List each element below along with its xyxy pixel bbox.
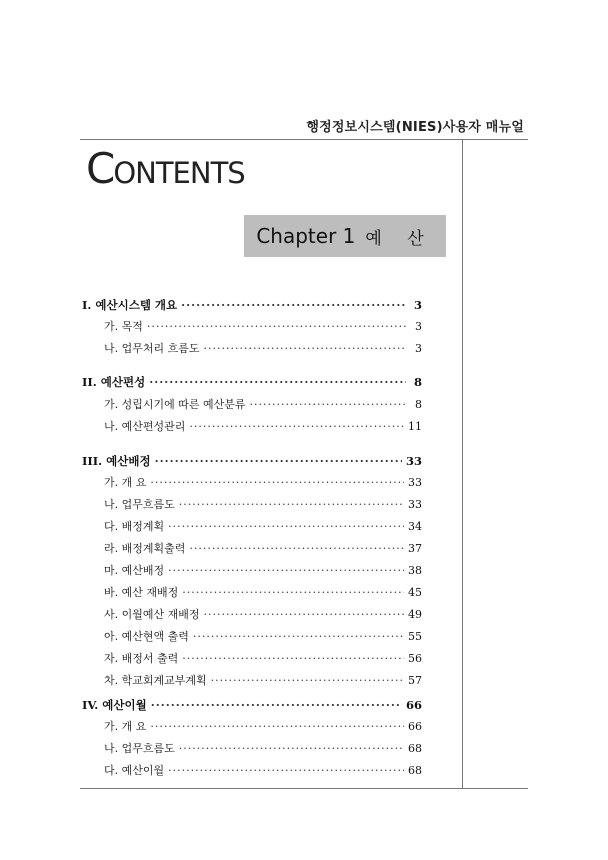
- toc-leader-dots: [168, 562, 404, 580]
- toc-item[interactable]: [82, 496, 422, 514]
- contents-heading: [86, 144, 245, 193]
- toc-leader-dots: [189, 540, 404, 558]
- toc-item-label: 가. 개 요: [104, 476, 147, 489]
- toc-section[interactable]: [82, 373, 422, 391]
- toc-item-label: 다. 배정계획: [104, 520, 165, 533]
- toc-item[interactable]: [82, 540, 422, 558]
- toc-item-label: 나. 예산편성관리: [104, 420, 186, 433]
- toc-leader-dots: [182, 650, 404, 668]
- toc-section-page: 66: [405, 698, 422, 712]
- toc-item-page: 55: [408, 630, 422, 643]
- toc-leader-dots: [250, 396, 407, 414]
- toc-item[interactable]: [82, 672, 422, 690]
- toc-item[interactable]: [82, 562, 422, 580]
- toc-item-label: 마. 예산배정: [104, 564, 165, 577]
- toc-item-page: 3: [415, 320, 422, 333]
- toc-item-label: 차. 학교회계교부계획: [104, 674, 207, 687]
- toc-section[interactable]: [82, 452, 422, 470]
- toc-item-label: 가. 목적: [104, 320, 143, 333]
- toc-section[interactable]: [82, 696, 422, 714]
- toc-item-label: 사. 이월예산 재배정: [104, 608, 200, 621]
- toc-item[interactable]: [82, 418, 422, 436]
- toc-section-page: 33: [405, 454, 422, 468]
- toc-item-page: 33: [408, 476, 422, 489]
- chapter-title: 예 산: [365, 228, 434, 249]
- toc-item-page: 57: [408, 674, 422, 687]
- toc-item-page: 34: [408, 520, 422, 533]
- toc-leader-dots: [193, 628, 404, 646]
- toc-item-page: 68: [408, 764, 422, 777]
- toc-leader-dots: [155, 452, 402, 470]
- toc-item-page: 11: [408, 420, 422, 433]
- header-rule: [80, 139, 528, 140]
- toc-section-label: IV. 예산이월: [82, 698, 147, 712]
- toc-item-page: 45: [408, 586, 422, 599]
- toc-item[interactable]: [82, 606, 422, 624]
- toc-item[interactable]: [82, 518, 422, 536]
- toc-item-label: 가. 개 요: [104, 720, 147, 733]
- toc-item[interactable]: [82, 396, 422, 414]
- toc-leader-dots: [168, 762, 404, 780]
- toc-section-page: 3: [413, 298, 422, 312]
- toc-item-label: 가. 성립시기에 따른 예산분류: [104, 398, 246, 411]
- toc-item-page: 38: [408, 564, 422, 577]
- toc-leader-dots: [150, 718, 404, 736]
- toc-item-page: 8: [415, 398, 422, 411]
- toc-leader-dots: [211, 672, 404, 690]
- toc-item-label: 아. 예산현액 출력: [104, 630, 189, 643]
- toc-item-page: 33: [408, 498, 422, 511]
- footer-rule: [80, 788, 528, 789]
- toc-item-label: 나. 업무흐름도: [104, 742, 175, 755]
- toc-item-page: 56: [408, 652, 422, 665]
- toc-leader-dots: [182, 584, 404, 602]
- toc-leader-dots: [151, 696, 402, 714]
- toc-item-page: 49: [408, 608, 422, 621]
- toc-leader-dots: [150, 474, 404, 492]
- manual-header-title: 행정정보시스템(NIES)사용자 매뉴얼: [306, 120, 524, 135]
- toc-item-page: 68: [408, 742, 422, 755]
- toc-item-label: 나. 업무흐름도: [104, 498, 175, 511]
- toc-leader-dots: [181, 296, 406, 314]
- toc-item-label: 바. 예산 재배정: [104, 586, 179, 599]
- toc-item-page: 37: [408, 542, 422, 555]
- toc-item[interactable]: [82, 762, 422, 780]
- toc-section-page: 8: [413, 375, 422, 389]
- toc-leader-dots: [204, 340, 407, 358]
- toc-item-label: 다. 예산이월: [104, 764, 165, 777]
- chapter-label: Chapter 1: [256, 224, 356, 248]
- toc-section-label: III. 예산배정: [82, 454, 151, 468]
- toc-item[interactable]: [82, 628, 422, 646]
- toc-item[interactable]: [82, 474, 422, 492]
- toc-leader-dots: [179, 740, 404, 758]
- toc-section-label: II. 예산편성: [82, 375, 146, 389]
- toc-section[interactable]: [82, 296, 422, 314]
- toc-leader-dots: [149, 373, 406, 391]
- toc-item[interactable]: [82, 650, 422, 668]
- toc-item[interactable]: [82, 340, 422, 358]
- toc-item-label: 라. 배정계획출력: [104, 542, 186, 555]
- margin-rule: [462, 139, 463, 789]
- contents-heading-rest: ONTENTS: [113, 156, 245, 190]
- toc-item[interactable]: [82, 584, 422, 602]
- toc-section-label: I. 예산시스템 개요: [82, 298, 178, 312]
- chapter-banner: [244, 215, 446, 257]
- toc-leader-dots: [189, 418, 404, 436]
- toc-item-page: 3: [415, 342, 422, 355]
- toc-item-label: 나. 업무처리 흐름도: [104, 342, 200, 355]
- contents-heading-initial: C: [86, 144, 114, 193]
- toc-item-page: 66: [408, 720, 422, 733]
- toc-leader-dots: [147, 318, 406, 336]
- toc-item-label: 자. 배정서 출력: [104, 652, 179, 665]
- toc-item[interactable]: [82, 718, 422, 736]
- toc-item[interactable]: [82, 740, 422, 758]
- toc-item[interactable]: [82, 318, 422, 336]
- toc-leader-dots: [204, 606, 405, 624]
- toc-leader-dots: [179, 496, 404, 514]
- toc-leader-dots: [168, 518, 404, 536]
